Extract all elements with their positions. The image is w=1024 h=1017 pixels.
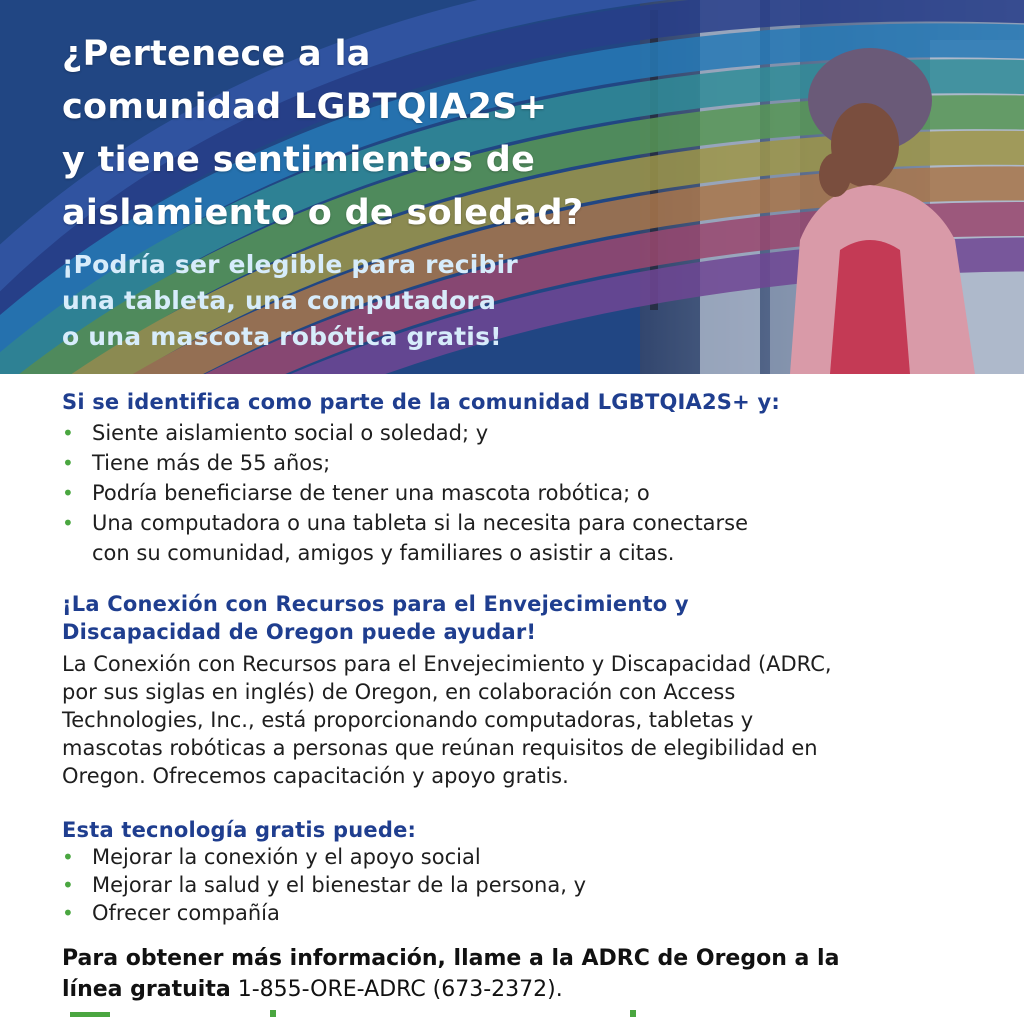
bullet-icon: • — [62, 421, 74, 445]
list-item-text: Ofrecer compañía — [92, 901, 280, 925]
body-line: La Conexión con Recursos para el Envejecimiento y Discapacidad (ADRC, — [62, 652, 832, 676]
subtitle-line: una tableta, una computadora — [62, 286, 497, 315]
list-item — [62, 448, 962, 478]
adrc-description — [62, 650, 962, 790]
body-line: Oregon. Ofrecemos capacitación y apoyo gratis. — [62, 764, 569, 788]
list-item-text: Tiene más de 55 años; — [92, 451, 331, 475]
cta-line: Para obtener más información, llame a la ADRC de Oregon a la — [62, 946, 840, 971]
list-item-text: Una computadora o una tableta si la necesita para conectarse — [92, 511, 749, 535]
list-item-text: Mejorar la conexión y el apoyo social — [92, 845, 481, 869]
page-title — [62, 28, 662, 240]
eligibility-heading: Si se identifica como parte de la comunidad LGBTQIA2S+ y: — [62, 390, 780, 414]
list-item — [62, 871, 962, 899]
cta-line: línea gratuita — [62, 977, 231, 1002]
hero-banner — [0, 0, 1024, 374]
list-item-text: Siente aislamiento social o soledad; y — [92, 421, 489, 445]
subtitle-line: o una mascota robótica gratis! — [62, 322, 502, 351]
bullet-icon: • — [62, 845, 74, 869]
subtitle-line: ¡Podría ser elegible para recibir — [62, 250, 518, 279]
main-content — [62, 388, 962, 1005]
footer-decoration — [0, 1010, 1024, 1017]
bullet-icon: • — [62, 873, 74, 897]
phone-number[interactable]: 1-855-ORE-ADRC (673-2372). — [237, 977, 563, 1002]
heading-line: ¡La Conexión con Recursos para el Envejecimiento y — [62, 592, 689, 616]
title-line: y tiene sentimientos de — [62, 140, 536, 180]
list-item-text: Podría beneficiarse de tener una mascota robótica; o — [92, 481, 650, 505]
eligibility-list — [62, 418, 962, 568]
list-item — [62, 478, 962, 508]
list-item — [62, 418, 962, 448]
adrc-heading — [62, 590, 962, 646]
title-line: aislamiento o de soledad? — [62, 193, 584, 233]
list-item-text: con su comunidad, amigos y familiares o asistir a citas. — [92, 541, 675, 565]
title-line: ¿Pertenece a la — [62, 34, 371, 74]
body-line: Technologies, Inc., está proporcionando computadoras, tabletas y — [62, 708, 754, 732]
body-line: por sus siglas en inglés) de Oregon, en colaboración con Access — [62, 680, 736, 704]
list-item — [62, 508, 962, 568]
list-item — [62, 899, 962, 927]
bullet-icon: • — [62, 451, 74, 475]
benefits-list — [62, 843, 962, 927]
bullet-icon: • — [62, 481, 74, 505]
bullet-icon: • — [62, 511, 74, 535]
list-item — [62, 843, 962, 871]
list-item-text: Mejorar la salud y el bienestar de la persona, y — [92, 873, 587, 897]
title-line: comunidad LGBTQIA2S+ — [62, 87, 548, 127]
heading-line: Discapacidad de Oregon puede ayudar! — [62, 620, 537, 644]
body-line: mascotas robóticas a personas que reúnan requisitos de elegibilidad en — [62, 736, 818, 760]
benefits-heading: Esta tecnología gratis puede: — [62, 818, 417, 842]
bullet-icon: • — [62, 901, 74, 925]
contact-info — [62, 943, 962, 1005]
subtitle — [62, 247, 622, 355]
